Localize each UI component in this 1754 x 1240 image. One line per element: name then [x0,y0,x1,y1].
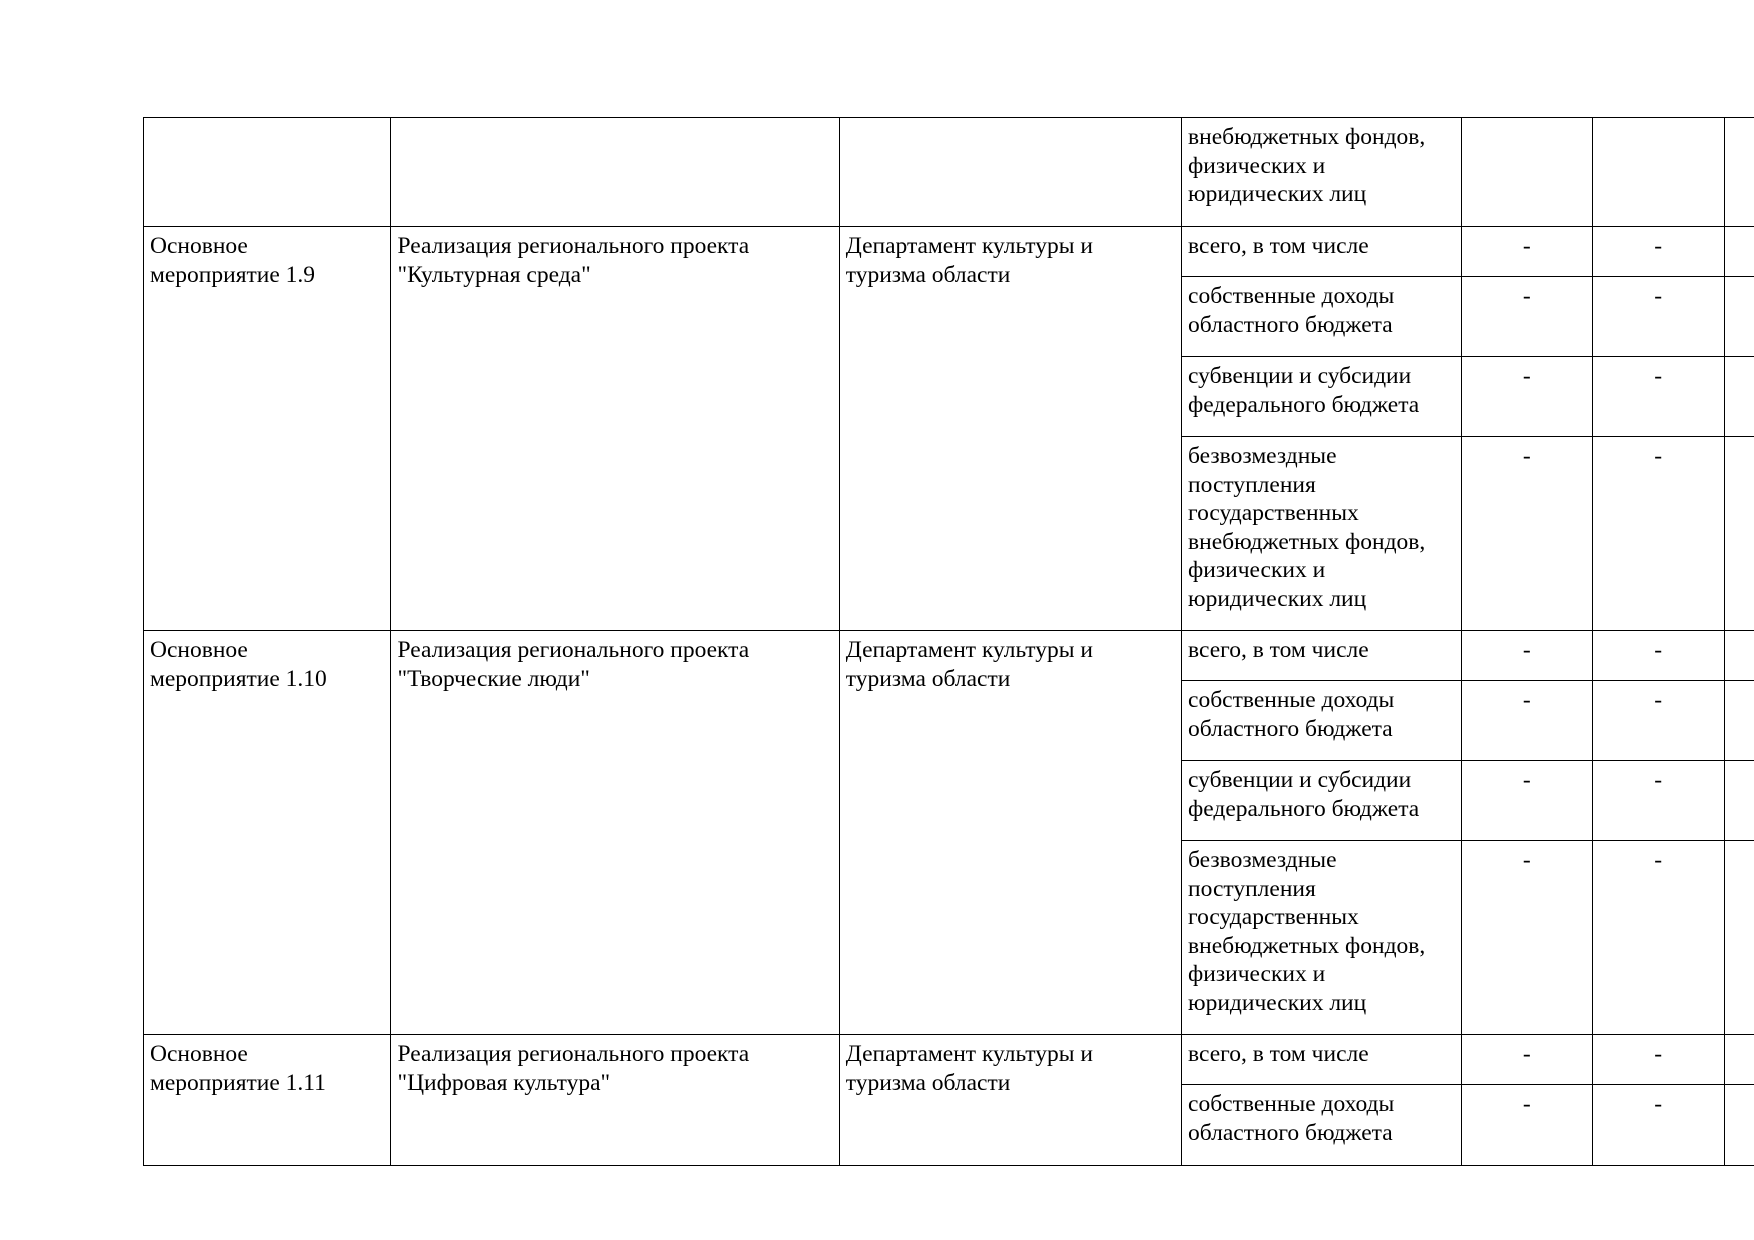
executor-line: Департамент культуры и [845,637,1094,663]
executor-line: Департамент культуры и [845,233,1094,259]
source-line: областного бюджета [1188,715,1393,742]
value-cell [1724,357,1754,437]
source-line: государственных [1188,500,1359,526]
project-line: Реализация регионального проекта [397,1041,750,1067]
value-cell: - [1461,1085,1592,1166]
source-cell [1182,681,1462,761]
executor-line: туризма области [845,261,1011,288]
source-line: всего, в том числе [1188,1041,1369,1067]
source-cell [1182,437,1462,631]
source-line: юридических лиц [1188,181,1367,207]
source-line: областного бюджета [1188,1119,1393,1146]
value-cell: - [1461,631,1592,681]
value-cell [1724,118,1754,227]
value-cell [1724,1085,1754,1166]
event-cell [144,631,391,1035]
value-cell [1724,631,1754,681]
value-cell: - [1461,437,1592,631]
event-line: Основное [150,1041,248,1067]
source-line: федерального бюджета [1188,391,1420,418]
source-cell [1182,357,1462,437]
source-line: всего, в том числе [1188,637,1369,663]
value-cell [1724,437,1754,631]
event-line: мероприятие 1.11 [150,1069,326,1096]
source-line: внебюджетных фондов, [1188,932,1426,959]
project-line: "Цифровая культура" [397,1069,611,1096]
value-cell: - [1461,277,1592,357]
value-cell: - [1592,357,1724,437]
source-cell [1182,631,1462,681]
source-line: поступления [1188,875,1316,902]
value-cell: - [1592,1035,1724,1085]
event-line: мероприятие 1.10 [150,665,327,692]
value-cell [1724,681,1754,761]
source-cell [1182,1035,1462,1085]
executor-cell [839,1035,1181,1166]
value-cell [1592,118,1724,227]
source-cell [1182,227,1462,277]
value-cell: - [1461,681,1592,761]
source-line: поступления [1188,471,1316,498]
value-cell [1461,118,1592,227]
source-line: субвенции и субсидии [1188,767,1412,793]
source-cell [1182,118,1462,227]
source-line: собственные доходы [1188,283,1395,309]
project-line: Реализация регионального проекта [397,637,750,663]
table-row [144,1035,1754,1085]
value-cell: - [1461,227,1592,277]
value-cell [1724,227,1754,277]
source-cell [1182,841,1462,1035]
project-line: "Творческие люди" [397,665,590,692]
source-cell [1182,761,1462,841]
project-line: "Культурная среда" [397,261,591,288]
source-line: собственные доходы [1188,1091,1395,1117]
value-cell: - [1461,841,1592,1035]
project-cell [391,227,839,631]
source-line: юридических лиц [1188,585,1367,612]
source-line: физических и [1188,557,1326,583]
source-line: физических и [1188,961,1326,987]
value-cell: - [1592,761,1724,841]
project-cell [391,1035,839,1166]
value-cell: - [1592,841,1724,1035]
source-cell [1182,277,1462,357]
table-row [144,631,1754,681]
source-line: государственных [1188,904,1359,930]
value-cell [1724,1035,1754,1085]
project-cell [391,631,839,1035]
source-cell [1182,1085,1462,1166]
source-line: юридических лиц [1188,989,1367,1016]
budget-table [143,117,1754,1166]
executor-line: Департамент культуры и [845,1041,1094,1067]
executor-cell [839,118,1181,227]
event-line: Основное [150,233,248,259]
source-line: внебюджетных фондов, [1188,528,1426,555]
value-cell: - [1461,1035,1592,1085]
table-row [144,118,1754,227]
event-cell [144,1035,391,1166]
value-cell [1724,761,1754,841]
source-line: безвозмездные [1188,847,1337,873]
source-line: безвозмездные [1188,443,1337,469]
value-cell: - [1592,681,1724,761]
value-cell: - [1461,761,1592,841]
value-cell: - [1592,631,1724,681]
table-row [144,227,1754,277]
value-cell: - [1461,357,1592,437]
source-line: областного бюджета [1188,311,1393,338]
executor-line: туризма области [845,665,1011,692]
event-cell [144,227,391,631]
value-cell [1724,841,1754,1035]
source-line: всего, в том числе [1188,233,1369,259]
source-line: федерального бюджета [1188,795,1420,822]
executor-line: туризма области [845,1069,1011,1096]
source-line: субвенции и субсидии [1188,363,1412,389]
source-line: собственные доходы [1188,687,1395,713]
event-line: мероприятие 1.9 [150,261,316,288]
project-line: Реализация регионального проекта [397,233,750,259]
source-line: физических и [1188,152,1326,179]
value-cell: - [1592,277,1724,357]
source-line: внебюджетных фондов, [1188,124,1426,150]
project-cell [391,118,839,227]
value-cell [1724,277,1754,357]
executor-cell [839,227,1181,631]
value-cell: - [1592,437,1724,631]
executor-cell [839,631,1181,1035]
value-cell: - [1592,227,1724,277]
value-cell: - [1592,1085,1724,1166]
event-line: Основное [150,637,248,663]
event-cell [144,118,391,227]
